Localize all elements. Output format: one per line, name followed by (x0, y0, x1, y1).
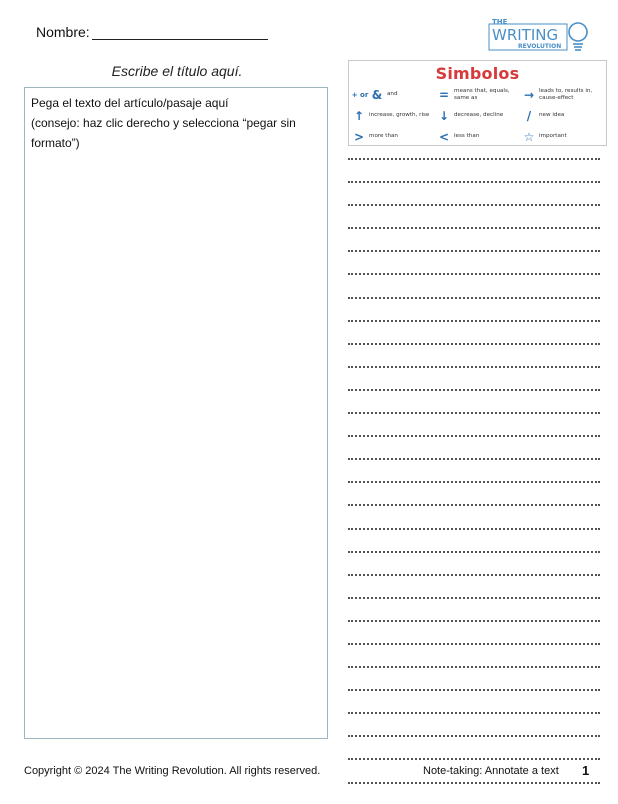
symbol-and (351, 86, 436, 103)
symbol-decrease (436, 107, 521, 124)
note-line[interactable] (348, 411, 600, 414)
passage-tip: (consejo: haz clic derecho y selecciona “pegar sin formato”) (31, 116, 296, 150)
symbol-label: leads to, results in, cause-effect (539, 88, 593, 101)
less-than-icon: < (438, 129, 450, 144)
logo-line2: WRITING (492, 26, 559, 44)
symbol-label: decrease, decline (454, 112, 504, 119)
star-icon: ☆ (523, 129, 535, 144)
note-line[interactable] (348, 757, 600, 760)
logo-line1: THE (492, 18, 508, 26)
symbol-label: and (387, 91, 398, 98)
arrow-down-icon: ↓ (438, 108, 450, 123)
note-line[interactable] (348, 527, 600, 530)
symbol-label: more than (369, 133, 398, 140)
name-input-line[interactable] (92, 25, 268, 40)
symbol-label: new idea (539, 112, 565, 119)
symbol-label: means that, equals, same as (454, 88, 510, 101)
note-line[interactable] (348, 180, 600, 183)
name-field-row (36, 24, 268, 40)
note-line[interactable] (348, 711, 600, 714)
note-line[interactable] (348, 573, 600, 576)
note-line[interactable] (348, 642, 600, 645)
copyright-footer: Copyright © 2024 The Writing Revolution. All rights reserved. (24, 765, 321, 777)
symbol-leads-to (521, 86, 606, 103)
symbol-equals (436, 86, 521, 103)
title-placeholder[interactable]: Escribe el título aquí. (111, 63, 243, 79)
note-line[interactable] (348, 688, 600, 691)
symbol-label: increase, growth, rise (369, 112, 430, 119)
symbol-label: less than (454, 133, 480, 140)
note-line[interactable] (348, 434, 600, 437)
passage-instruction: Pega el texto del artículo/pasaje aquí (31, 96, 229, 110)
symbols-key (348, 60, 607, 146)
slash-icon: / (526, 108, 532, 123)
note-line[interactable] (348, 249, 600, 252)
note-line[interactable] (348, 365, 600, 368)
note-line[interactable] (348, 734, 600, 737)
symbol-important (521, 128, 606, 145)
symbol-new-idea (521, 107, 606, 124)
note-line[interactable] (348, 480, 600, 483)
note-line[interactable] (348, 319, 600, 322)
note-line[interactable] (348, 550, 600, 553)
note-line[interactable] (348, 619, 600, 622)
writing-revolution-logo (488, 16, 592, 56)
note-line[interactable] (348, 781, 600, 784)
note-line[interactable] (348, 226, 600, 229)
page-number: 1 (582, 763, 590, 778)
symbols-title: Simbolos (435, 64, 520, 83)
note-line[interactable] (348, 157, 600, 160)
name-label: Nombre: (36, 24, 90, 40)
note-line[interactable] (348, 203, 600, 206)
note-line[interactable] (348, 342, 600, 345)
note-line[interactable] (348, 596, 600, 599)
note-line[interactable] (348, 296, 600, 299)
plus-or-glyph: + or (351, 90, 369, 99)
lightbulb-icon (569, 23, 587, 50)
symbol-less-than (436, 128, 521, 145)
ampersand-glyph: & (371, 87, 383, 102)
greater-than-icon: > (353, 129, 365, 144)
section-footer: Note-taking: Annotate a text (423, 765, 559, 777)
note-line[interactable] (348, 272, 600, 275)
note-line[interactable] (348, 503, 600, 506)
logo-line3: REVOLUTION (518, 43, 562, 50)
equals-icon: = (438, 87, 450, 102)
symbols-grid (349, 83, 606, 145)
note-line[interactable] (348, 457, 600, 460)
notes-dotted-lines[interactable] (348, 157, 600, 804)
note-line[interactable] (348, 388, 600, 391)
arrow-right-icon: → (523, 87, 535, 102)
symbol-increase (351, 107, 436, 124)
arrow-up-icon: ↑ (353, 108, 365, 123)
note-line[interactable] (348, 665, 600, 668)
passage-text-box[interactable] (24, 87, 328, 739)
symbol-label: important (539, 133, 567, 140)
symbol-more-than (351, 128, 436, 145)
